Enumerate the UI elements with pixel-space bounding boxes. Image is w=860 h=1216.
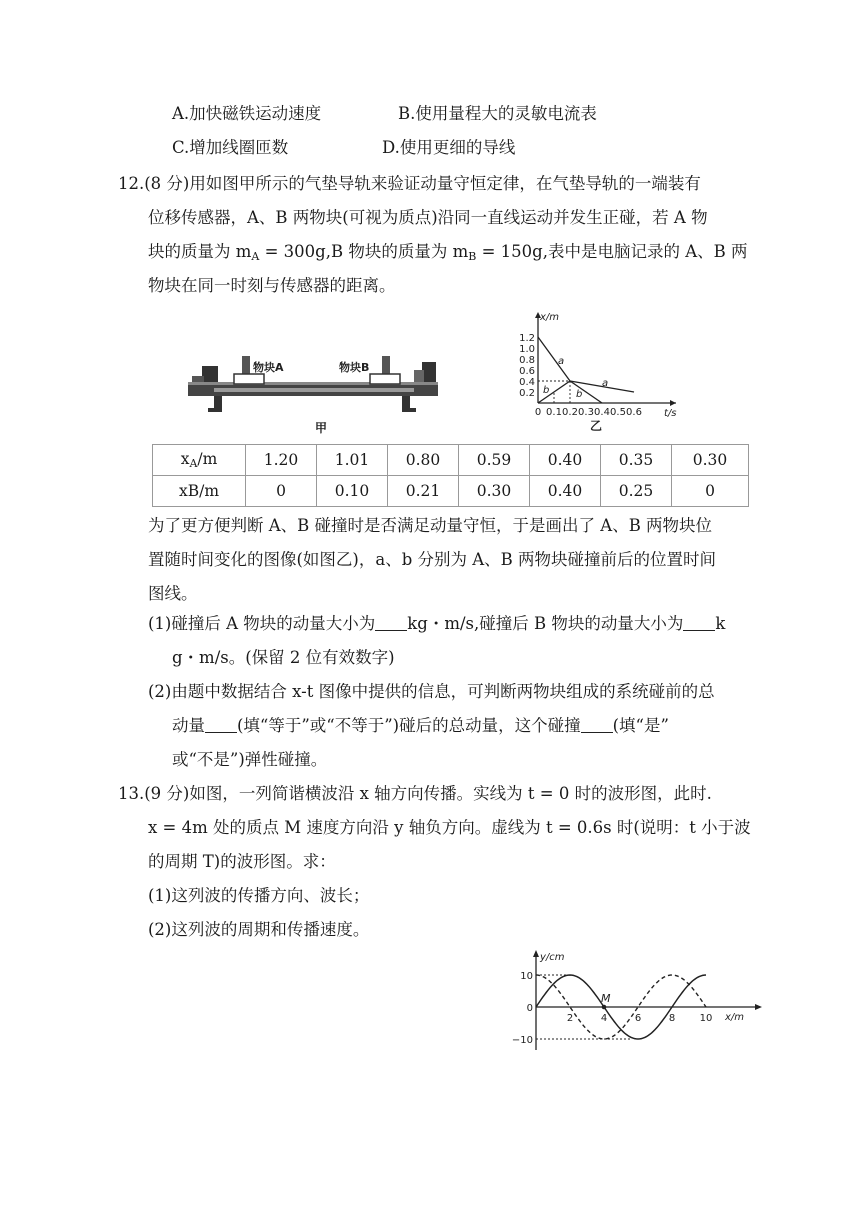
q13-sub-2: (2)这列波的周期和传播速度。 [148,920,370,939]
figure-yi-caption: 乙 [590,419,603,433]
table-cell: 0.40 [530,445,601,476]
xt-graph [506,306,686,438]
q12-sub-2-cont: 动量 (填“等于”或“不等于”)碰后的总动量，这个碰撞 (填“是” [172,716,669,735]
option-b: B.使用量程大的灵敏电流表 [398,104,597,123]
air-track-figure [184,340,450,440]
table-cell: 1.20 [246,445,317,476]
xt-y-tick: 1.2 [519,333,535,344]
xt-y-tick: 0.4 [519,377,535,388]
q12-sub-2: (2)由题中数据结合 x-t 图像中提供的信息，可判断两物块组成的系统碰前的总 [148,682,715,701]
wave-x-tick: 10 [699,1013,713,1024]
wave-x-tick: 2 [566,1013,574,1024]
block-b [370,374,400,384]
q13-line-2: x = 4m 处的质点 M 速度方向沿 y 轴负方向。虚线为 t = 0.6s 时(说明：t 小于波 [148,818,751,837]
xt-x-tick: 0.2 [562,407,578,418]
xt-y-tick: 0.8 [519,355,535,366]
label-b-1: b [543,385,550,396]
table-head-xa: $x_A/m$ [153,445,246,476]
q12-line-4: 物块在同一时刻与传感器的距离。 [148,276,396,295]
option-d: D.使用更细的导线 [382,138,516,157]
table-row-b [153,476,749,507]
label-a-2: a [602,378,609,389]
q13-line-1: 13.(9 分)如图，一列简谐横波沿 x 轴方向传播。实线为 t = 0 时的波形图，此时. [118,784,712,803]
table-cell: 0.35 [601,445,672,476]
point-m [602,1005,607,1010]
q12-para-3: 图线。 [148,584,198,603]
q12-sub-1-cont: g・m/s。(保留 2 位有效数字) [172,648,395,667]
wave-x-tick: 8 [668,1013,676,1024]
table-cell: 0.59 [459,445,530,476]
xt-y-tick: 0.6 [519,366,535,377]
xt-x-tick: 0.4 [594,407,610,418]
table-cell: 0.80 [388,445,459,476]
wave-graph [508,946,768,1054]
position-table [152,444,749,507]
q12-line-1: 12.(8 分)用如图甲所示的气垫导轨来验证动量守恒定律，在气垫导轨的一端装有 [118,174,701,193]
q13-sub-1: (1)这列波的传播方向、波长； [148,886,370,905]
option-a: A.加快磁铁运动速度 [172,104,322,123]
point-m-label: M [601,992,611,1005]
block-a [234,374,264,384]
answer-blank[interactable] [683,612,715,631]
table-cell: 0.40 [530,476,601,507]
table-head-xb: xB/m [153,476,246,507]
q12-para-1: 为了更方便判断 A、B 碰撞时是否满足动量守恒，于是画出了 A、B 两物块位 [148,516,713,535]
label-b-2: b [576,389,583,400]
q12-para-2: 置随时间变化的图像(如图乙)，a、b 分别为 A、B 两物块碰撞前后的位置时间 [148,550,717,569]
wave-y-tick: 0 [526,1003,533,1014]
xt-x-tick: 0.3 [578,407,594,418]
xt-y-tick: 0.2 [519,388,535,399]
xt-y-axis-label: x/m [540,312,560,323]
block-b-label: 物块B [339,361,370,374]
wave-y-tick: −10 [511,1035,533,1046]
table-cell: 0.30 [672,445,749,476]
table-cell: 0.25 [601,476,672,507]
xt-x-tick: 0 [534,407,542,418]
table-cell: 0.21 [388,476,459,507]
q13-line-3: 的周期 T)的波形图。求： [148,852,336,871]
xt-x-tick: 0.5 [610,407,626,418]
xt-x-tick: 0.6 [626,407,642,418]
q12-line-3: 块的质量为 $m_A = 300g,B$ 物块的质量为 $m_B = 150g$,表中是电脑记录的 A、B 两 [148,242,748,263]
table-cell: 1.01 [317,445,388,476]
wave-y-axis-label: y/cm [540,952,565,963]
q12-sub-2-end: 或“不是”)弹性碰撞。 [172,750,328,769]
option-c: C.增加线圈匝数 [172,138,289,157]
table-cell: 0 [672,476,749,507]
figure-jia-caption: 甲 [315,421,328,435]
line-a-before [538,337,570,381]
wave-x-axis-label: x/m [725,1012,745,1023]
table-cell: 0 [246,476,317,507]
label-a-1: a [558,356,565,367]
wave-y-tick: 10 [520,971,533,982]
q12-sub-1: (1)碰撞后 A 物块的动量大小为 kg・m/s,碰撞后 B 物块的动量大小为 k [148,614,726,633]
answer-blank[interactable] [581,714,613,733]
table-cell: 0.30 [459,476,530,507]
wave-x-tick: 4 [600,1013,608,1024]
q12-line-2: 位移传感器，A、B 两物块(可视为质点)沿同一直线运动并发生正碰，若 A 物 [148,208,708,227]
answer-blank[interactable] [205,714,237,733]
xt-x-axis-label: t/s [664,408,677,419]
table-row-a [153,445,749,476]
wave-x-tick: 6 [634,1013,642,1024]
answer-blank[interactable] [375,612,407,631]
xt-y-tick: 1.0 [519,344,535,355]
table-cell: 0.10 [317,476,388,507]
block-a-label: 物块A [253,361,284,374]
xt-x-tick: 0.1 [546,407,562,418]
